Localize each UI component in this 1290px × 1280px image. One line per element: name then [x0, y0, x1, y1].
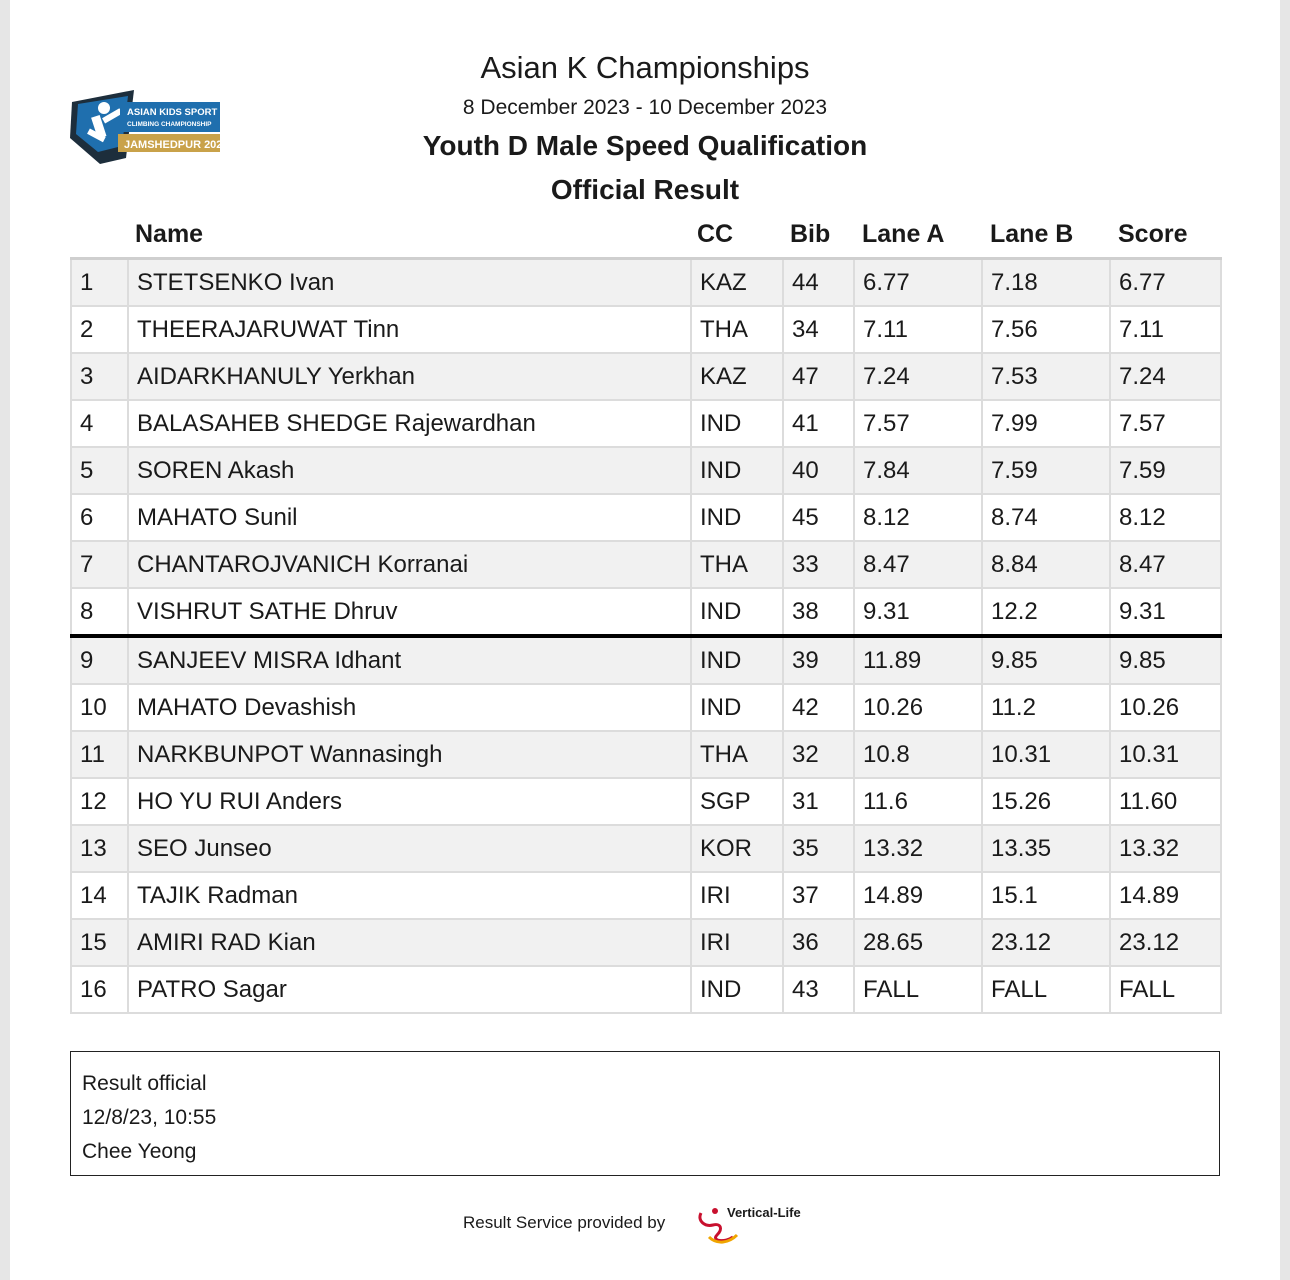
footer-text: Result Service provided by [463, 1213, 666, 1232]
table-row [71, 353, 1221, 400]
cell-lane-b: 7.18 [982, 259, 1110, 307]
cell-lane-a: 10.26 [854, 684, 982, 731]
cell-lane-a: 14.89 [854, 872, 982, 919]
table-row [71, 778, 1221, 825]
cell-rank: 7 [71, 541, 128, 588]
cell-name: HO YU RUI Anders [128, 778, 691, 825]
table-row [71, 541, 1221, 588]
results-sheet [10, 0, 1280, 1280]
logo-line3: JAMSHEDPUR 2023 [124, 139, 229, 151]
cell-lane-a: 6.77 [854, 259, 982, 307]
table-row [71, 872, 1221, 919]
vertical-life-dot [712, 1208, 718, 1214]
cell-rank: 10 [71, 684, 128, 731]
cell-bib: 39 [783, 636, 854, 684]
cell-score: 7.11 [1110, 306, 1221, 353]
cell-score: 13.32 [1110, 825, 1221, 872]
vertical-life-swoosh-orange [709, 1235, 737, 1242]
cell-bib: 36 [783, 919, 854, 966]
table-row [71, 400, 1221, 447]
cell-rank: 15 [71, 919, 128, 966]
cell-cc: THA [691, 541, 783, 588]
cell-name: THEERAJARUWAT Tinn [128, 306, 691, 353]
cell-bib: 32 [783, 731, 854, 778]
cell-rank: 2 [71, 306, 128, 353]
cell-lane-b: 7.56 [982, 306, 1110, 353]
cell-rank: 12 [71, 778, 128, 825]
cell-lane-b: 8.84 [982, 541, 1110, 588]
cell-lane-b: FALL [982, 966, 1110, 1013]
cell-score: 11.60 [1110, 778, 1221, 825]
cell-lane-b: 15.26 [982, 778, 1110, 825]
cell-name: STETSENKO Ivan [128, 259, 691, 307]
cell-lane-b: 10.31 [982, 731, 1110, 778]
cell-name: MAHATO Sunil [128, 494, 691, 541]
cell-score: 14.89 [1110, 872, 1221, 919]
cell-lane-a: 13.32 [854, 825, 982, 872]
cell-name: VISHRUT SATHE Dhruv [128, 588, 691, 636]
cell-cc: THA [691, 731, 783, 778]
cell-lane-a: 8.47 [854, 541, 982, 588]
column-header-name: Name [135, 220, 204, 248]
cell-name: BALASAHEB SHEDGE Rajewardhan [128, 400, 691, 447]
cell-lane-a: 10.8 [854, 731, 982, 778]
cell-rank: 8 [71, 588, 128, 636]
table-row [71, 306, 1221, 353]
vertical-life-wordmark: Vertical-Life [727, 1205, 801, 1220]
cell-cc: IND [691, 447, 783, 494]
table-row [71, 494, 1221, 541]
cell-bib: 38 [783, 588, 854, 636]
logo-line1: ASIAN KIDS SPORT [127, 107, 218, 118]
cell-rank: 1 [71, 259, 128, 307]
cell-lane-b: 9.85 [982, 636, 1110, 684]
cell-lane-b: 13.35 [982, 825, 1110, 872]
cell-rank: 5 [71, 447, 128, 494]
cell-rank: 6 [71, 494, 128, 541]
results-table [70, 257, 1222, 1014]
result-status: Result official [82, 1072, 207, 1095]
table-row [71, 731, 1221, 778]
cell-name: AMIRI RAD Kian [128, 919, 691, 966]
column-header-bib: Bib [790, 220, 831, 248]
cell-lane-a: 7.11 [854, 306, 982, 353]
cell-bib: 40 [783, 447, 854, 494]
cell-cc: IND [691, 966, 783, 1013]
cell-bib: 33 [783, 541, 854, 588]
result-notes-box [70, 1051, 1220, 1176]
cell-score: 8.12 [1110, 494, 1221, 541]
cell-lane-b: 12.2 [982, 588, 1110, 636]
cell-cc: IND [691, 684, 783, 731]
cell-bib: 37 [783, 872, 854, 919]
cell-cc: KOR [691, 825, 783, 872]
vertical-life-logo [695, 1199, 825, 1249]
column-header-cc: CC [697, 220, 734, 248]
cell-rank: 16 [71, 966, 128, 1013]
logo-line2: CLIMBING CHAMPIONSHIP [127, 121, 212, 128]
cell-rank: 3 [71, 353, 128, 400]
cell-lane-b: 7.99 [982, 400, 1110, 447]
cell-rank: 13 [71, 825, 128, 872]
cell-lane-b: 7.59 [982, 447, 1110, 494]
cell-score: 7.24 [1110, 353, 1221, 400]
cell-cc: SGP [691, 778, 783, 825]
cell-lane-a: 28.65 [854, 919, 982, 966]
category-title: Youth D Male Speed Qualification [422, 130, 868, 161]
cell-cc: IND [691, 400, 783, 447]
table-row [71, 447, 1221, 494]
results-table-body [71, 259, 1221, 1014]
column-header-lane-b: Lane B [990, 220, 1074, 248]
event-name: Asian K Championships [480, 50, 810, 85]
cell-lane-b: 7.53 [982, 353, 1110, 400]
cell-lane-a: FALL [854, 966, 982, 1013]
cell-score: 10.26 [1110, 684, 1221, 731]
cell-bib: 31 [783, 778, 854, 825]
cell-lane-b: 8.74 [982, 494, 1110, 541]
cell-lane-a: 7.57 [854, 400, 982, 447]
cell-score: 23.12 [1110, 919, 1221, 966]
table-row [71, 919, 1221, 966]
cell-score: FALL [1110, 966, 1221, 1013]
result-title: Official Result [550, 174, 740, 205]
cell-score: 7.59 [1110, 447, 1221, 494]
cell-bib: 41 [783, 400, 854, 447]
cell-score: 10.31 [1110, 731, 1221, 778]
table-row [71, 966, 1221, 1013]
cell-lane-b: 11.2 [982, 684, 1110, 731]
table-row [71, 684, 1221, 731]
table-row [71, 825, 1221, 872]
cell-name: SANJEEV MISRA Idhant [128, 636, 691, 684]
cell-cc: IRI [691, 872, 783, 919]
cell-score: 8.47 [1110, 541, 1221, 588]
cell-lane-a: 7.84 [854, 447, 982, 494]
event-dates: 8 December 2023 - 10 December 2023 [462, 96, 828, 119]
cell-cc: IND [691, 494, 783, 541]
cell-bib: 45 [783, 494, 854, 541]
result-official: Chee Yeong [82, 1140, 197, 1163]
column-header-score: Score [1118, 220, 1188, 248]
cell-score: 9.85 [1110, 636, 1221, 684]
cell-rank: 9 [71, 636, 128, 684]
cell-bib: 44 [783, 259, 854, 307]
cell-name: NARKBUNPOT Wannasingh [128, 731, 691, 778]
table-row [71, 588, 1221, 636]
cell-cc: IRI [691, 919, 783, 966]
cell-name: SEO Junseo [128, 825, 691, 872]
cell-bib: 47 [783, 353, 854, 400]
cell-name: AIDARKHANULY Yerkhan [128, 353, 691, 400]
cell-lane-a: 9.31 [854, 588, 982, 636]
cell-cc: IND [691, 588, 783, 636]
cell-rank: 11 [71, 731, 128, 778]
cell-bib: 42 [783, 684, 854, 731]
cell-lane-a: 7.24 [854, 353, 982, 400]
cell-name: SOREN Akash [128, 447, 691, 494]
cell-lane-a: 8.12 [854, 494, 982, 541]
cell-bib: 35 [783, 825, 854, 872]
cell-lane-b: 23.12 [982, 919, 1110, 966]
cell-name: CHANTAROJVANICH Korranai [128, 541, 691, 588]
cell-cc: THA [691, 306, 783, 353]
cell-cc: IND [691, 636, 783, 684]
cell-rank: 4 [71, 400, 128, 447]
cell-lane-a: 11.89 [854, 636, 982, 684]
cell-bib: 34 [783, 306, 854, 353]
cell-name: MAHATO Devashish [128, 684, 691, 731]
cell-score: 6.77 [1110, 259, 1221, 307]
cell-score: 7.57 [1110, 400, 1221, 447]
table-row [71, 636, 1221, 684]
cell-score: 9.31 [1110, 588, 1221, 636]
cell-name: PATRO Sagar [128, 966, 691, 1013]
column-header-lane-a: Lane A [862, 220, 945, 248]
table-row [71, 259, 1221, 307]
cell-cc: KAZ [691, 353, 783, 400]
cell-name: TAJIK Radman [128, 872, 691, 919]
cell-bib: 43 [783, 966, 854, 1013]
cell-lane-a: 11.6 [854, 778, 982, 825]
footer [460, 1195, 860, 1255]
cell-rank: 14 [71, 872, 128, 919]
cell-lane-b: 15.1 [982, 872, 1110, 919]
cell-cc: KAZ [691, 259, 783, 307]
result-timestamp: 12/8/23, 10:55 [82, 1106, 217, 1129]
